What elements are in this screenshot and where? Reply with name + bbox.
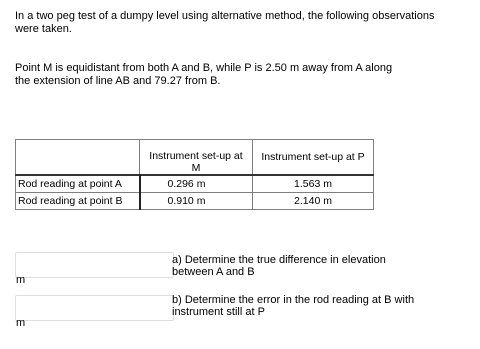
point-m-statement [15,62,455,88]
table-corner-cell [16,140,140,176]
header-m-line-1: Instrument set-up at [149,150,243,162]
question-b-line-2: instrument still at P [172,306,265,318]
point-m-line-2: the extension of line AB and 79.27 from B. [15,75,221,87]
point-m-line-1: Point M is equidistant from both A and B, while P is 2.50 m away from A along [15,62,393,74]
question-a-line-1: a) Determine the true difference in elevation [172,254,386,266]
header-instrument-at-p [253,140,374,176]
intro-line-1: In a two peg test of a dumpy level using alternative method, the following observations [15,10,435,22]
cell-a-at-p: 1.563 m [253,175,374,193]
answer-unit-b: m [16,317,26,329]
question-a [172,254,472,278]
cell-b-at-p: 2.140 m [253,193,374,210]
question-b [172,294,472,318]
row-label-point-b: Rod reading at point B [16,193,140,210]
intro-line-2: were taken. [15,23,72,35]
answer-input-b[interactable] [15,295,174,321]
header-p-text: Instrument set-up at P [261,151,365,163]
header-instrument-at-m [140,140,253,176]
problem-intro [15,10,475,36]
observation-table [15,139,374,210]
row-label-point-a: Rod reading at point A [16,175,140,193]
answer-input-a[interactable] [15,252,174,278]
cell-b-at-m: 0.910 m [140,193,253,210]
header-m-line-2: M [191,162,201,174]
table-row [16,175,374,193]
table-row [16,193,374,210]
table-header-row [16,140,374,176]
question-a-line-2: between A and B [172,266,255,278]
question-b-line-1: b) Determine the error in the rod reading at B with [172,294,415,306]
cell-a-at-m: 0.296 m [140,175,253,193]
answer-unit-a: m [16,274,26,286]
